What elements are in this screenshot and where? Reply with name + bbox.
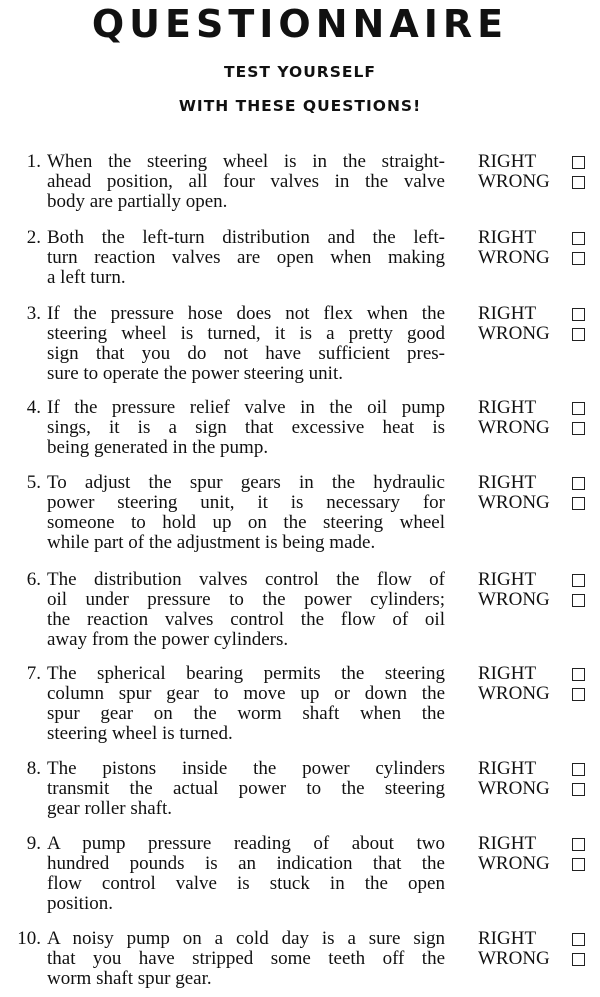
answer-label-right: RIGHT (478, 663, 537, 684)
question-text-line: while part of the adjustment is being made. (47, 532, 376, 553)
checkbox-right[interactable] (572, 232, 585, 245)
checkbox-wrong[interactable] (572, 176, 585, 189)
answer-label-wrong: WRONG (478, 778, 550, 799)
answer-label-wrong: WRONG (478, 948, 550, 969)
question-text-line: Both the left-turn distribution and the left- (47, 227, 445, 248)
question-text-line: someone to hold up on the steering wheel (47, 512, 445, 533)
checkbox-right[interactable] (572, 763, 585, 776)
question-text-line: that you have stripped some teeth off the (47, 948, 445, 969)
answer-label-right: RIGHT (478, 569, 537, 590)
question-text (47, 929, 445, 989)
question-text (47, 834, 445, 914)
question-text-line: oil under pressure to the power cylinders; (47, 589, 445, 610)
question-text-line: A pump pressure reading of about two (47, 833, 445, 854)
checkbox-wrong[interactable] (572, 688, 585, 701)
answer-option-right (478, 570, 596, 590)
question-text (47, 664, 445, 744)
answer-option-right (478, 398, 596, 418)
question-number: 4. (26, 397, 41, 418)
question-number: 8. (26, 758, 41, 779)
question-number: 9. (26, 833, 41, 854)
answer-option-right (478, 664, 596, 684)
answer-group (478, 929, 596, 969)
answer-option-wrong (478, 418, 596, 438)
question-number: 2. (26, 227, 41, 248)
question-text-line: spur gear on the worm shaft when the (47, 703, 445, 724)
question-text-line: power steering unit, it is necessary for (47, 492, 445, 513)
answer-group (478, 152, 596, 192)
answer-label-right: RIGHT (478, 472, 537, 493)
question-number: 6. (26, 569, 41, 590)
question-text-line: position. (47, 893, 113, 914)
answer-option-wrong (478, 854, 596, 874)
question-text-line: worm shaft spur gear. (47, 968, 212, 989)
answer-label-right: RIGHT (478, 928, 537, 949)
question-text (47, 398, 445, 458)
answer-label-right: RIGHT (478, 758, 537, 779)
answer-label-right: RIGHT (478, 303, 537, 324)
answer-option-wrong (478, 779, 596, 799)
checkbox-right[interactable] (572, 477, 585, 490)
answer-group (478, 228, 596, 268)
answer-option-right (478, 304, 596, 324)
question-text-line: If the pressure hose does not flex when the (47, 303, 445, 324)
checkbox-wrong[interactable] (572, 783, 585, 796)
checkbox-wrong[interactable] (572, 328, 585, 341)
checkbox-right[interactable] (572, 156, 585, 169)
question-number: 10. (17, 928, 41, 949)
checkbox-wrong[interactable] (572, 497, 585, 510)
question-text (47, 228, 445, 288)
checkbox-right[interactable] (572, 933, 585, 946)
question-text-line: To adjust the spur gears in the hydraulic (47, 472, 445, 493)
question-text-line: The pistons inside the power cylinders (47, 758, 445, 779)
question-text-line: ahead position, all four valves in the valve (47, 171, 445, 192)
question-text-line: sings, it is a sign that excessive heat is (47, 417, 445, 438)
answer-group (478, 834, 596, 874)
question-text-line: body are partially open. (47, 191, 228, 212)
question-text (47, 570, 445, 650)
question-text-line: When the steering wheel is in the straight- (47, 151, 445, 172)
question-text (47, 152, 445, 212)
question-text-line: The distribution valves control the flow of (47, 569, 445, 590)
question-text-line: being generated in the pump. (47, 437, 269, 458)
answer-group (478, 398, 596, 438)
question-text-line: sure to operate the power steering unit. (47, 363, 343, 384)
answer-label-wrong: WRONG (478, 853, 550, 874)
question-text-line: column spur gear to move up or down the (47, 683, 445, 704)
checkbox-right[interactable] (572, 308, 585, 321)
question-text-line: steering wheel is turned. (47, 723, 233, 744)
answer-option-right (478, 228, 596, 248)
answer-option-wrong (478, 493, 596, 513)
checkbox-right[interactable] (572, 402, 585, 415)
answer-option-wrong (478, 324, 596, 344)
answer-label-wrong: WRONG (478, 171, 550, 192)
answer-label-right: RIGHT (478, 397, 537, 418)
checkbox-wrong[interactable] (572, 953, 585, 966)
question-text-line: steering wheel is turned, it is a pretty good (47, 323, 445, 344)
question-text (47, 759, 445, 819)
answer-option-right (478, 834, 596, 854)
question-text-line: away from the power cylinders. (47, 629, 289, 650)
question-text-line: If the pressure relief valve in the oil pump (47, 397, 445, 418)
answer-group (478, 759, 596, 799)
question-text-line: the reaction valves control the flow of oil (47, 609, 445, 630)
answer-option-right (478, 152, 596, 172)
answer-label-right: RIGHT (478, 833, 537, 854)
question-text-line: flow control valve is stuck in the open (47, 873, 445, 894)
answer-option-wrong (478, 172, 596, 192)
answer-label-wrong: WRONG (478, 417, 550, 438)
answer-label-wrong: WRONG (478, 683, 550, 704)
question-text-line: turn reaction valves are open when making (47, 247, 445, 268)
answer-label-wrong: WRONG (478, 589, 550, 610)
answer-option-wrong (478, 684, 596, 704)
question-text-line: The spherical bearing permits the steering (47, 663, 445, 684)
answer-label-wrong: WRONG (478, 247, 550, 268)
answer-label-wrong: WRONG (478, 492, 550, 513)
question-text (47, 304, 445, 384)
subtitle-line-2: WITH THESE QUESTIONS! (178, 97, 422, 115)
answer-option-right (478, 473, 596, 493)
question-text (47, 473, 445, 553)
answer-label-right: RIGHT (478, 227, 537, 248)
question-number: 5. (26, 472, 41, 493)
answer-option-wrong (478, 949, 596, 969)
page-title: QUESTIONNAIRE (91, 2, 509, 46)
question-text-line: gear roller shaft. (47, 798, 173, 819)
answer-label-right: RIGHT (478, 151, 537, 172)
checkbox-wrong[interactable] (572, 594, 585, 607)
question-number: 1. (26, 151, 41, 172)
checkbox-right[interactable] (572, 668, 585, 681)
question-number: 3. (26, 303, 41, 324)
answer-option-right (478, 759, 596, 779)
question-text-line: sign that you do not have sufficient pres- (47, 343, 445, 364)
question-number: 7. (26, 663, 41, 684)
answer-label-wrong: WRONG (478, 323, 550, 344)
checkbox-wrong[interactable] (572, 858, 585, 871)
question-text-line: a left turn. (47, 267, 126, 288)
answer-option-wrong (478, 590, 596, 610)
answer-group (478, 664, 596, 704)
checkbox-right[interactable] (572, 838, 585, 851)
subtitle-line-1: TEST YOURSELF (224, 63, 376, 81)
checkbox-wrong[interactable] (572, 252, 585, 265)
checkbox-right[interactable] (572, 574, 585, 587)
answer-group (478, 304, 596, 344)
checkbox-wrong[interactable] (572, 422, 585, 435)
answer-option-right (478, 929, 596, 949)
question-text-line: transmit the actual power to the steering (47, 778, 445, 799)
answer-option-wrong (478, 248, 596, 268)
answer-group (478, 473, 596, 513)
question-text-line: A noisy pump on a cold day is a sure sign (47, 928, 445, 949)
question-text-line: hundred pounds is an indication that the (47, 853, 445, 874)
answer-group (478, 570, 596, 610)
